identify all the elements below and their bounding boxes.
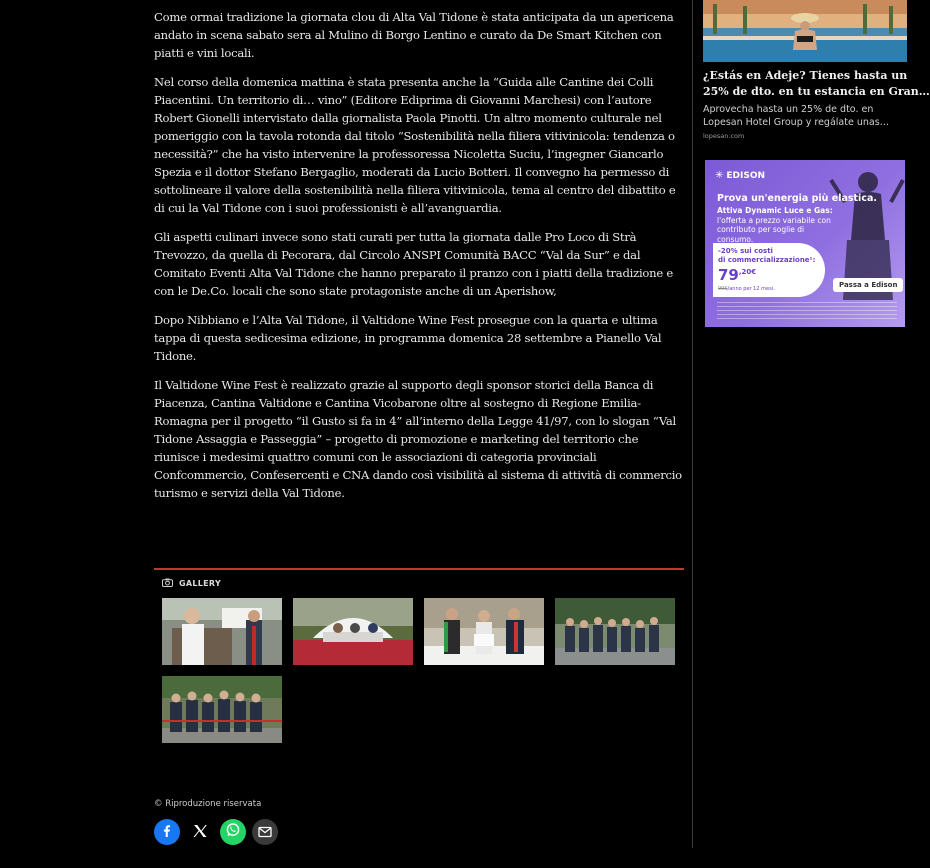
- camera-icon: [162, 578, 173, 589]
- article-body: [154, 8, 686, 513]
- share-email-button[interactable]: [252, 819, 278, 845]
- ad-lopesan-description: Aprovecha hasta un 25% de dto. en Lopesan Hotel Group y regálate unas…: [703, 104, 890, 128]
- gallery-thumbnail[interactable]: [162, 676, 282, 743]
- ad-edison-headline: Prova un'energia più elastica.: [717, 193, 877, 204]
- gallery-thumbnail[interactable]: [162, 598, 282, 665]
- edison-logo: ✳ EDISON: [715, 170, 766, 181]
- facebook-icon: [160, 823, 174, 842]
- ad-edison-subtitle: Attiva Dynamic Luce e Gas: l'offerta a prezzo variabile con contributo per soglie di consumo.: [717, 206, 833, 244]
- gallery-thumbnail[interactable]: [424, 598, 544, 665]
- ad-lopesan-source: lopesan.com: [703, 132, 745, 140]
- ad-lopesan-title[interactable]: ¿Estás en Adeje? Tienes hasta un 25% de dto. en tu estancia en Gran…: [703, 69, 930, 98]
- edison-star-icon: ✳: [715, 170, 724, 181]
- ad-lopesan[interactable]: [703, 0, 930, 140]
- ad-edison-cta-button[interactable]: Passa a Edison: [833, 278, 903, 292]
- article-paragraph: Nel corso della domenica mattina è stata presenta anche la “Guida alle Cantine dei Colli Piacentini. Un territorio di… vino” (Editore Ediprima di Giovanni Marchesi) con l’autore Robert Gionelli intervistato dalla giornalista Paola Pinotti. Un altro momento culturale nel pomeriggio con la tavola rotonda dal titolo “Sostenibilità nella filiera vitivinicola: tendenza o necessità?” che ha visto intervenire la professoressa Nicoletta Suciu, l’ingegner Giancarlo Spezia e il dottor Stefano Bergaglio, moderati da Lucio Botteri. Il convegno ha permesso di sottolineare il valore della sostenibilità nella filiera vitivinicola, tema al centro del dibattito e di cui la Val Tidone con i suoi professionisti è all’avanguardia.: [154, 75, 676, 215]
- gallery-thumbnail[interactable]: [293, 598, 413, 665]
- column-divider: [692, 0, 693, 848]
- share-bar: [154, 819, 278, 847]
- ad-edison-offer: -20% sui costi di commercializzazione¹: $79^{,20€}$ 99€/anno per 12 mesi.: [713, 243, 825, 297]
- ad-edison[interactable]: [705, 160, 905, 327]
- copyright-notice: © Riproduzione riservata: [154, 799, 262, 809]
- mail-icon: [258, 823, 272, 842]
- x-icon: [192, 823, 208, 843]
- article-paragraph: Dopo Nibbiano e l’Alta Val Tidone, il Valtidone Wine Fest prosegue con la quarta e ultima tappa di questa sedicesima edizione, in programma domenica 28 settembre a Pianello Val Tidone.: [154, 313, 662, 363]
- ad-edison-fine-print: [717, 302, 897, 322]
- share-facebook-button[interactable]: [154, 819, 180, 845]
- share-x-button[interactable]: [186, 819, 214, 847]
- gallery-header: [162, 578, 221, 589]
- article-paragraph: Il Valtidone Wine Fest è realizzato grazie al supporto degli sponsor storici della Banca di Piacenza, Cantina Valtidone e Cantina Vicobarone oltre al sostegno di Regione Emilia-Romagna per il progetto “il Gusto si fa in 4” all’interno della Legge 41/97, con lo slogan “Val Tidone Assaggia e Passeggia” – progetto di promozione e marketing del territorio che riunisce i medesimi quattro comuni con le associazioni di categoria provinciali Confcommercio, Confesercenti e CNA dando così visibilità al sistema di attività di commercio turismo e servizi della Val Tidone.: [154, 378, 682, 500]
- share-whatsapp-button[interactable]: [220, 819, 246, 845]
- gallery-divider: [154, 568, 684, 570]
- gallery-thumbnail[interactable]: [555, 598, 675, 665]
- article-paragraph: Come ormai tradizione la giornata clou di Alta Val Tidone è stata anticipata da un apericena andato in scena sabato sera al Mulino di Borgo Lentino e curato da De Smart Kitchen con piatti e vini locali.: [154, 10, 674, 60]
- gallery-label: GALLERY: [179, 579, 222, 588]
- ad-lopesan-image[interactable]: [703, 0, 907, 62]
- article-paragraph: Gli aspetti culinari invece sono stati curati per tutta la giornata dalle Pro Loco di Strà Trevozzo, da quella di Pecorara, dal Circolo ANSPI Comunità BACC “Val da Sur” e dal Comitato Eventi Alta Val Tidone che hanno preparato il pranzo con i piatti della tradizione e con le De.Co. locali che sono state protagoniste anche di un Aperishow,: [154, 230, 674, 298]
- whatsapp-icon: [225, 822, 241, 842]
